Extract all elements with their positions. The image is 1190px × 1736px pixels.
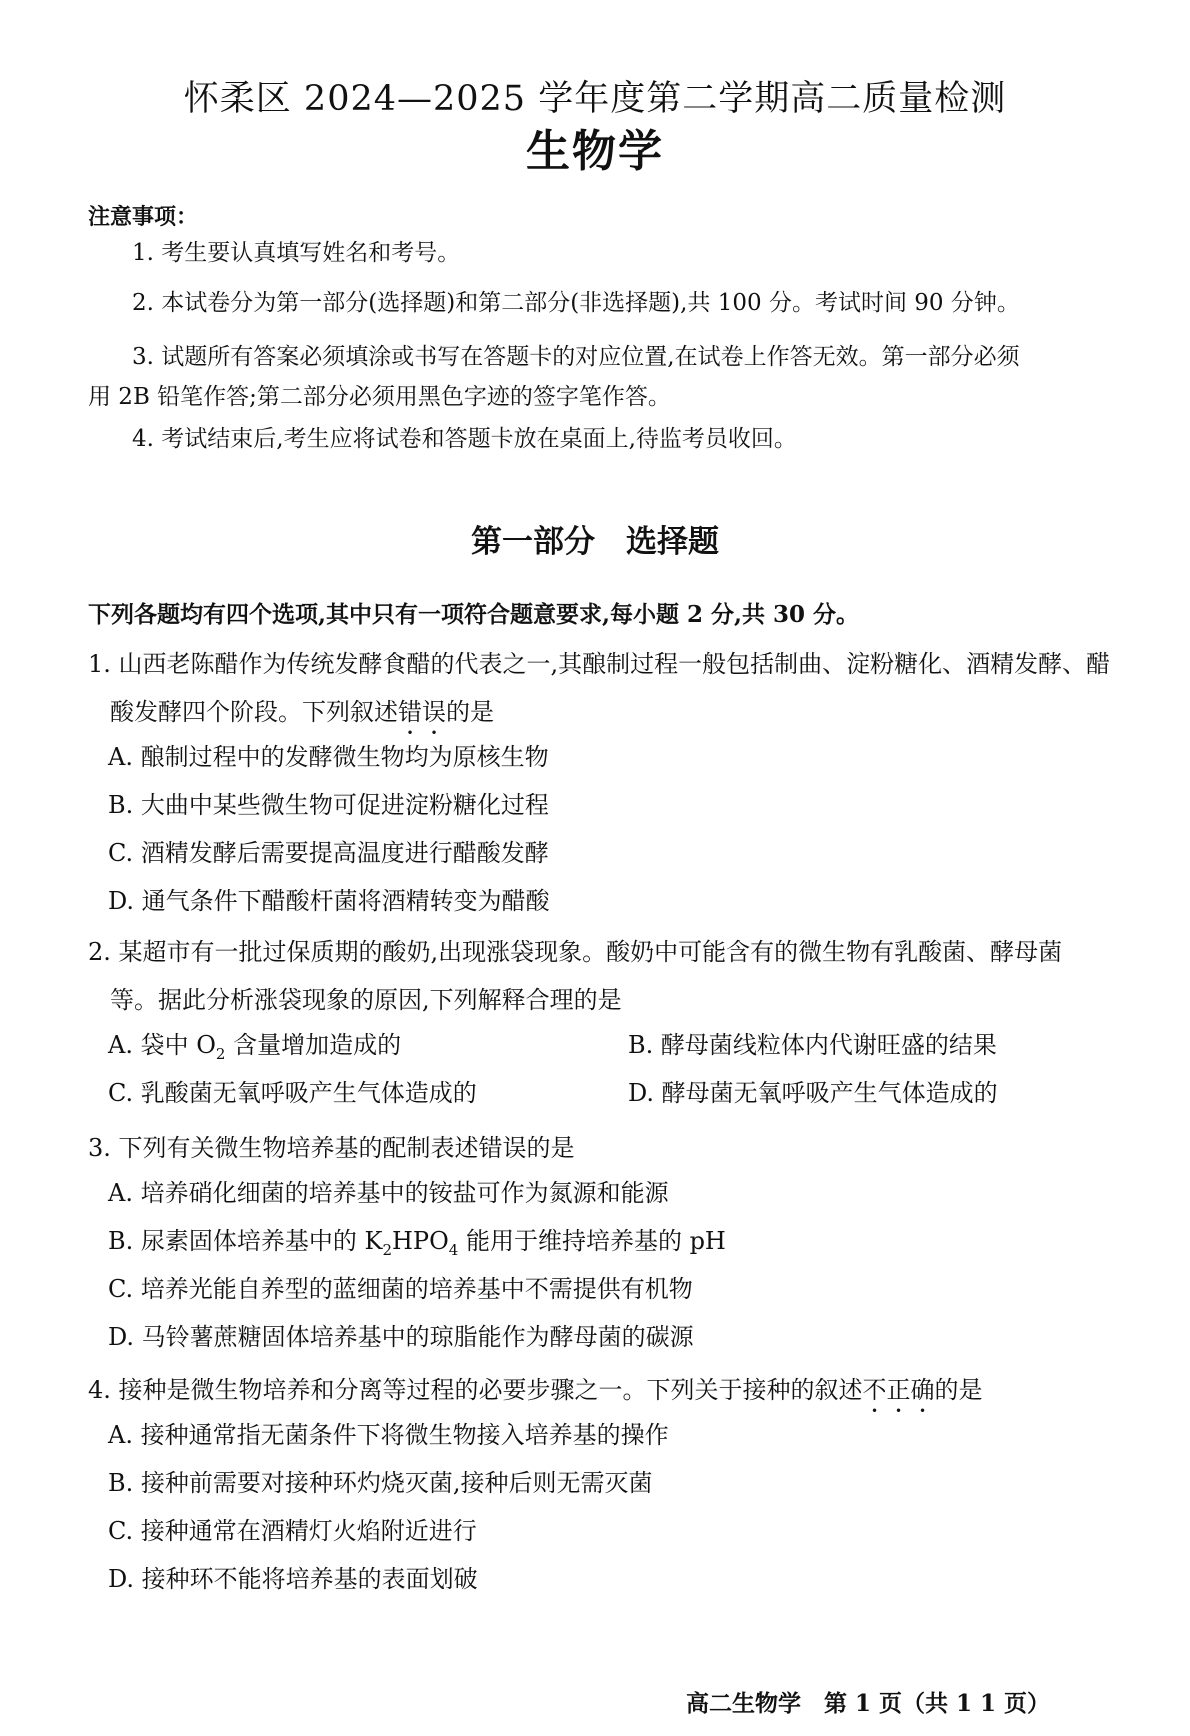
section-instruction: 下列各题均有四个选项,其中只有一项符合题意要求,每小题 2 分,共 30 分。 bbox=[88, 601, 860, 628]
question-2-option-c: C. 乳酸菌无氧呼吸产生气体造成的 bbox=[108, 1079, 477, 1107]
q1-stem-pre: 酸发酵四个阶段。下列叙述 bbox=[110, 698, 398, 726]
question-1-option-b: B. 大曲中某些微生物可促进淀粉糖化过程 bbox=[108, 791, 549, 819]
q4-stem-pre: 4. 接种是微生物培养和分离等过程的必要步骤之一。下列关于接种的叙述 bbox=[88, 1376, 863, 1404]
q2-a-sub: 2 bbox=[215, 1044, 226, 1063]
q3-b-post: 能用于维持培养基的 pH bbox=[458, 1227, 726, 1255]
question-3-option-a: A. 培养硝化细菌的培养基中的铵盐可作为氮源和能源 bbox=[108, 1179, 669, 1207]
question-3-option-d: D. 马铃薯蔗糖固体培养基中的琼脂能作为酵母菌的碳源 bbox=[108, 1323, 694, 1351]
question-1-option-d: D. 通气条件下醋酸杆菌将酒精转变为醋酸 bbox=[108, 887, 550, 915]
notice-item-3: 3. 试题所有答案必须填涂或书写在答题卡的对应位置,在试卷上作答无效。第一部分必须 bbox=[132, 344, 1020, 370]
question-4-option-d: D. 接种环不能将培养基的表面划破 bbox=[108, 1565, 478, 1593]
q4-stem-post: 的是 bbox=[934, 1376, 983, 1404]
notice-item-2: 2. 本试卷分为第一部分(选择题)和第二部分(非选择题),共 100 分。考试时间 90 分钟。 bbox=[132, 290, 1020, 316]
question-3-option-b bbox=[108, 1224, 726, 1267]
notice-item-3-continued: 用 2B 铅笔作答;第二部分必须用黑色字迹的签字笔作答。 bbox=[88, 384, 671, 410]
question-3-stem: 3. 下列有关微生物培养基的配制表述错误的是 bbox=[88, 1134, 575, 1162]
notice-item-1: 1. 考生要认真填写姓名和考号。 bbox=[132, 240, 461, 266]
q2-a-pre: A. 袋中 O bbox=[108, 1031, 216, 1059]
question-2-option-d: D. 酵母菌无氧呼吸产生气体造成的 bbox=[628, 1079, 998, 1107]
question-3-option-c: C. 培养光能自养型的蓝细菌的培养基中不需提供有机物 bbox=[108, 1275, 693, 1303]
q3-b-sub1: 2 bbox=[382, 1240, 392, 1259]
q4-emphasis: 不正确 bbox=[862, 1376, 935, 1404]
question-1-option-a: A. 酿制过程中的发酵微生物均为原核生物 bbox=[108, 743, 549, 771]
notice-heading: 注意事项： bbox=[88, 204, 199, 230]
question-2-option-a bbox=[108, 1028, 401, 1071]
section-title: 第一部分 选择题 bbox=[471, 524, 719, 560]
question-2-stem-line-2 bbox=[88, 976, 1118, 1024]
q3-b-pre: B. 尿素固体培养基中的 K bbox=[108, 1227, 383, 1255]
subject-title: 生物学 bbox=[526, 126, 664, 177]
q2-a-post: 含量增加造成的 bbox=[225, 1031, 402, 1059]
q1-stem-post: 的是 bbox=[446, 698, 494, 726]
q3-b-sub2: 4 bbox=[448, 1240, 459, 1259]
question-4-option-a: A. 接种通常指无菌条件下将微生物接入培养基的操作 bbox=[108, 1421, 669, 1449]
question-4-option-c: C. 接种通常在酒精灯火焰附近进行 bbox=[108, 1517, 477, 1545]
q2-stem-line-2-text: 等。据此分析涨袋现象的原因,下列解释合理的是 bbox=[110, 986, 622, 1014]
q3-b-mid: HPO bbox=[392, 1227, 449, 1255]
page-footer: 高二生物学 第 1 页（共 1 1 页） bbox=[685, 1690, 1050, 1717]
question-1-stem-line-2 bbox=[88, 688, 1118, 740]
exam-title: 怀柔区 2024—2025 学年度第二学期高二质量检测 bbox=[183, 79, 1007, 119]
question-1-option-c: C. 酒精发酵后需要提高温度进行醋酸发酵 bbox=[108, 839, 549, 867]
notice-item-4: 4. 考试结束后,考生应将试卷和答题卡放在桌面上,待监考员收回。 bbox=[132, 426, 797, 452]
question-2-option-b: B. 酵母菌线粒体内代谢旺盛的结果 bbox=[628, 1031, 997, 1059]
question-2-stem-line-1: 2. 某超市有一批过保质期的酸奶,出现涨袋现象。酸奶中可能含有的微生物有乳酸菌、酵母菌 bbox=[88, 938, 1063, 966]
question-1-stem-line-1: 1. 山西老陈醋作为传统发酵食醋的代表之一,其酿制过程一般包括制曲、淀粉糖化、酒精发酵、醋 bbox=[88, 650, 1111, 678]
q1-emphasis: 错误 bbox=[398, 698, 446, 726]
question-4-option-b: B. 接种前需要对接种环灼烧灭菌,接种后则无需灭菌 bbox=[108, 1469, 653, 1497]
question-4-stem bbox=[88, 1366, 1118, 1418]
